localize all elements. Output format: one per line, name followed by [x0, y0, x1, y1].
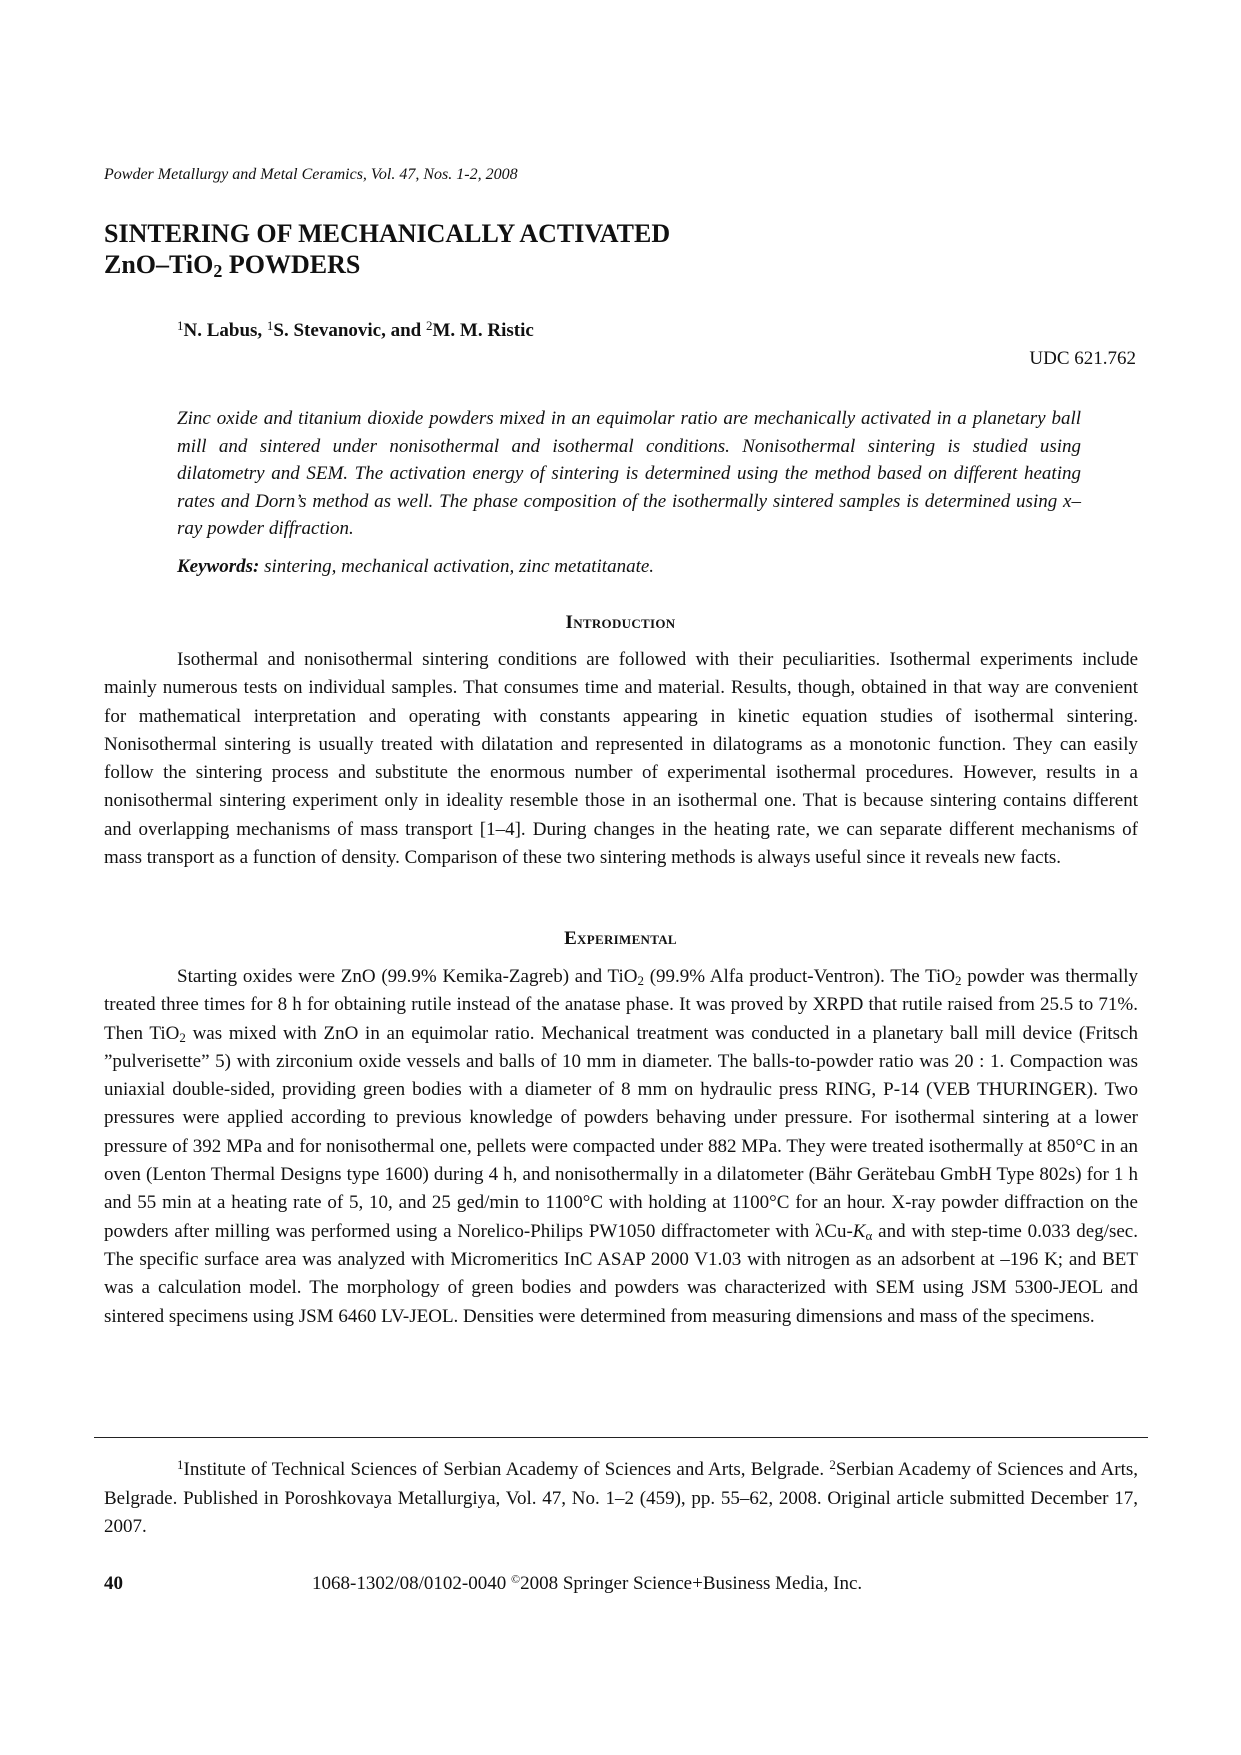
experimental-paragraph: [104, 963, 1138, 1331]
footnote-text: Institute of Technical Sciences of Serbian Academy of Sciences and Arts, Belgrade.: [183, 1459, 830, 1480]
udc-code: UDC 621.762: [1029, 348, 1136, 369]
affiliation-mark: 2: [829, 1457, 836, 1472]
abstract: Zinc oxide and titanium dioxide powders mixed in an equimolar ratio are mechanically activated in a planetary ball mill and sintered under nonisothermal and isothermal conditions. Nonisothermal sintering is studied using dilatometry and SEM. The activation energy of sintering is determined using the method based on different heating rates and Dorn’s method as well. The phase composition of the isothermally sintered samples is determined using x–ray powder diffraction.: [177, 408, 1081, 539]
title-tail: POWDERS: [222, 250, 361, 279]
author-name: M. M. Ristic: [432, 320, 534, 341]
section-heading-introduction: Introduction: [565, 612, 676, 633]
affiliation-footnote: [104, 1456, 1138, 1542]
publisher-line: 2008 Springer Science+Business Media, Inc.: [520, 1573, 863, 1594]
page-number: 40: [104, 1573, 123, 1594]
text-run: Starting oxides were ZnO (99.9% Kemika-Zagreb) and TiO: [177, 966, 638, 987]
title-line-1: SINTERING OF MECHANICALLY ACTIVATED: [104, 219, 671, 248]
keywords-label: Keywords:: [177, 556, 260, 577]
keywords: [177, 556, 654, 578]
title-subscript: 2: [213, 261, 223, 281]
subscript: 2: [955, 973, 962, 988]
paper-title: [104, 218, 670, 280]
affiliation-mark: 1: [266, 318, 274, 333]
text-run: was mixed with ZnO in an equimolar ratio. Mechanical treatment was conducted in a planetary ball mill device (Fritsch ”pulverisette” 5) with zirconium oxide vessels and balls of 10 mm in diameter. The balls-to-powder ratio was 20 : 1. Compaction was uniaxial double-sided, providing green bodies with a diameter of 8 mm on hydraulic press RING, P-14 (VEB THURINGER). Two pressures were applied according to previous knowledge of powders behaving under pressure. For isothermal sintering at a lower pressure of 392 MPa and for nonisothermal one, pellets were compacted under 882 MPa. They were treated isothermally at 850°C in an oven (Lenton Thermal Designs type 1600) during 4 h, and nonisothermally in a dilatometer (Bähr Gerätebau GmbH Type 802s) for 1 h and 55 min at a heating rate of 5, 10, and 25 ged/min to 1100°C with holding at 1100°C for an hour. X-ray powder diffraction on the powders after milling was performed using a Norelico-Philips PW1050 diffractometer with λCu-: [104, 1022, 1138, 1242]
copyright-symbol: ©: [510, 1572, 521, 1586]
title-line-2: [104, 249, 670, 280]
author-name: S. Stevanovic, and: [273, 320, 426, 341]
affiliation-mark: 1: [177, 318, 184, 333]
text-run: powder was thermally treated three times for 8 h for obtaining rutile instead of the anatase phase. It was proved by XRPD that rutile raised from 25.5 to 71%. Then TiO: [104, 966, 1139, 1044]
author-name: N. Labus,: [183, 320, 267, 341]
keywords-text: sintering, mechanical activation, zinc metatitanate.: [259, 556, 655, 577]
title-formula: ZnO–TiO: [104, 250, 214, 279]
footnote-divider: [94, 1437, 1148, 1438]
affiliation-mark: 2: [425, 318, 433, 333]
journal-citation: Powder Metallurgy and Metal Ceramics, Vol. 47, Nos. 1-2, 2008: [104, 166, 518, 183]
k-symbol: K: [852, 1220, 866, 1242]
issn-code: 1068-1302/08/0102-0040: [312, 1573, 511, 1594]
text-run: (99.9% Alfa product-Ventron). The TiO: [644, 966, 956, 987]
affiliation-mark: 1: [177, 1457, 184, 1472]
text-run: and with step-time 0.033 deg/sec. The specific surface area was analyzed with Micromeritics InC ASAP 2000 V1.03 with nitrogen as an adsorbent at –196 K; and BET was a calculation model. The morphology of green bodies and powders was characterized with SEM using JSM 5300-JEOL and sintered specimens using JSM 6460 LV-JEOL. Densities were determined from measuring dimensions and mass of the specimens.: [104, 1220, 1138, 1327]
subscript: 2: [179, 1029, 186, 1045]
alpha-subscript: α: [865, 1227, 873, 1243]
author-list: [177, 320, 534, 342]
subscript: 2: [637, 973, 644, 988]
footnote-text: Serbian Academy of Sciences and Arts, Belgrade. Published in Poroshkovaya Metallurgiya, Vol. 47, No. 1–2 (459), pp. 55–62, 2008. Original article submitted December 17, 2007.: [104, 1459, 1138, 1537]
section-heading-experimental: Experimental: [564, 928, 677, 949]
issn-copyright: [312, 1573, 862, 1595]
introduction-paragraph: Isothermal and nonisothermal sintering conditions are followed with their peculiarities. Isothermal experiments include mainly numerous tests on individual samples. That consumes time and material. Results, though, obtained in that way are convenient for mathematical interpretation and operating with constants appearing in kinetic equation studies of isothermal sintering. Nonisothermal sintering is usually treated with dilatation and represented in dilatograms as a monotonic function. They can easily follow the sintering process and substitute the enormous number of experimental isothermal procedures. However, results in a nonisothermal sintering experiment only in ideality resemble those in an isothermal one. That is because sintering contains different and overlapping mechanisms of mass transport [1–4]. During changes in the heating rate, we can separate different mechanisms of mass transport as a function of density. Comparison of these two sintering methods is always useful since it reveals new facts.: [104, 649, 1138, 869]
